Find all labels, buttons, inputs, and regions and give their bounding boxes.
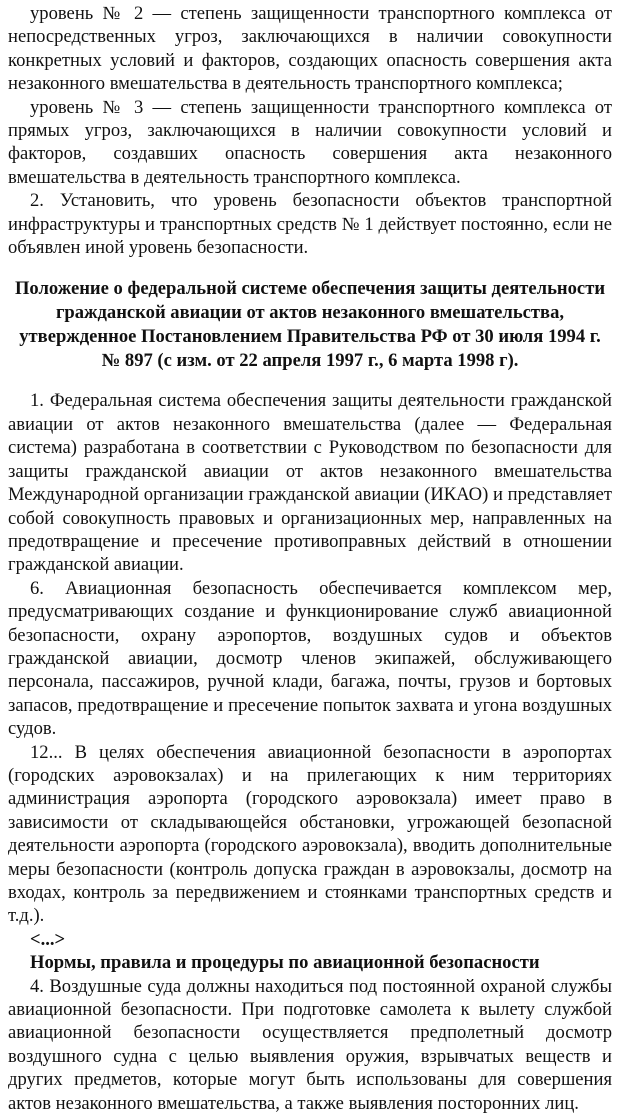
omission-mark: <...>: [30, 928, 66, 950]
heading-line-1: Положение о федеральной системе обеспечения защиты деятельности: [14, 278, 606, 300]
section-heading: [8, 277, 612, 373]
heading-line-4: № 897 (с изм. от 22 апреля 1997 г., 6 марта 1998 г).: [101, 350, 519, 372]
heading-line-2: гражданской авиации от актов незаконного вмешательства,: [55, 302, 565, 324]
paragraph-level-3: уровень № 3 — степень защищенности транспортного комплекса от прямых угроз, заключающихся в наличии совокупности условий и факторов, создавших опасность совершения акта незаконного вмешательства в деятельность транспортного комплекса.: [8, 96, 612, 188]
paragraph-level-2: уровень № 2 — степень защищенности транспортного комплекса от непосредственных угроз, заключающихся в наличии совокупности конкретных условий и факторов, создающих опасность совершения акта незаконного вмешательства в деятельность транспортного комплекса;: [8, 3, 612, 95]
heading-line-3: утвержденное Постановлением Правительства РФ от 30 июля 1994 г.: [19, 326, 601, 348]
paragraph-item-2: 2. Установить, что уровень безопасности объектов транспортной инфраструктуры и транспортных средств № 1 действует постоянно, если не объявлен иной уровень безопасности.: [8, 190, 612, 259]
paragraph-item-12: 12... В целях обеспечения авиационной безопасности в аэропортах (городских аэровокзалах) и на прилегающих к ним территориях администрация аэропорта (городского аэровокзала) имеет право в зависимости от складывающейся обстановки, угрожающей безопасной деятельности аэропорта (городского аэровокзала), вводить дополнительные меры безопасности (контроль допуска граждан в аэровокзалы, досмотр на входах, контроль за передвижением и стоянками транспортных средств и т.д.).: [8, 741, 612, 927]
subheading: Нормы, правила и процедуры по авиационной безопасности: [30, 952, 540, 974]
paragraph-item-6: 6. Авиационная безопасность обеспечивается комплексом мер, предусматривающих создание и функционирование служб авиационной безопасности, охрану аэропортов, воздушных судов и объектов гражданской авиации, досмотр членов экипажей, обслуживающего персонала, пассажиров, ручной клади, багажа, почты, грузов и бортовых запасов, предотвращение и пресечение попыток захвата и угона воздушных судов.: [8, 577, 612, 740]
paragraph-item-4: 4. Воздушные суда должны находиться под постоянной охраной службы авиационной безопасности. При подготовке самолета к вылету службой авиационной безопасности осуществляется предполетный досмотр воздушного судна с целью выявления оружия, взрывчатых веществ и других предметов, которые могут быть использованы для совершения актов незаконного вмешательства, а также выявления посторонних лиц.: [8, 975, 612, 1114]
paragraph-item-1: 1. Федеральная система обеспечения защиты деятельности гражданской авиации от актов незаконного вмешательства (далее — Федеральная система) разработана в соответствии с Руководством по безопасности для защиты гражданской авиации от актов незаконного вмешательства Международной организации гражданской авиации (ИКАО) и представляет собой совокупность правовых и организационных мер, направленных на предотвращение и пресечение противоправных действий в отношении гражданской авиации.: [8, 390, 612, 576]
